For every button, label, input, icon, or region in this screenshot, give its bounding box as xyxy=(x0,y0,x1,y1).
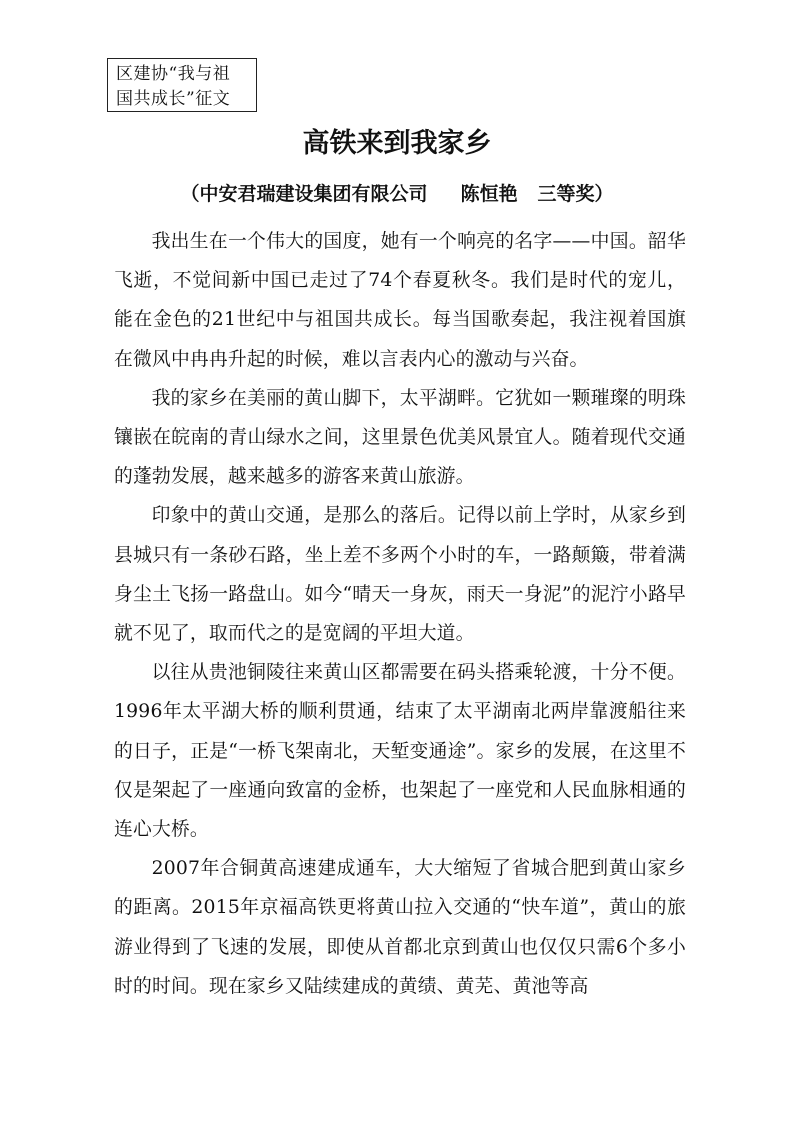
paragraph: 我的家乡在美丽的黄山脚下，太平湖畔。它犹如一颗璀璨的明珠镶嵌在皖南的青山绿水之间，这里景色优美风景宜人。随着现代交通的蓬勃发展，越来越多的游客来黄山旅游。 xyxy=(114,387,686,488)
category-line-1: 区建协“我与祖 xyxy=(116,64,231,84)
paragraph: 2007年合铜黄高速建成通车，大大缩短了省城合肥到黄山家乡的距离。2015年京福高铁更将黄山拉入交通的“快车道”，黄山的旅游业得到了飞速的发展，即使从首都北京到黄山也仅仅只需6个多小时的时间。现在家乡又陆续建成的黄绩、黄芜、黄池等高 xyxy=(114,858,686,997)
essay-category-box xyxy=(107,58,257,112)
paragraph: 印象中的黄山交通，是那么的落后。记得以前上学时，从家乡到县城只有一条砂石路，坐上差不多两个小时的车，一路颠簸，带着满身尘土飞扬一路盘山。如今“晴天一身灰，雨天一身泥”的泥泞小路早就不见了，取而代之的是宽阔的平坦大道。 xyxy=(114,505,686,645)
author-byline: （中安君瑞建设集团有限公司 陈恒艳 三等奖） xyxy=(180,183,614,205)
paragraph: 我出生在一个伟大的国度，她有一个响亮的名字——中国。韶华飞逝，不觉间新中国已走过了74个春夏秋冬。我们是时代的宠儿，能在金色的21世纪中与祖国共成长。每当国歌奏起，我注视着国旗在微风中冉冉升起的时候，难以言表内心的激动与兴奋。 xyxy=(114,231,686,370)
category-line-2: 国共成长”征文 xyxy=(116,89,231,109)
paragraph: 以往从贵池铜陵往来黄山区都需要在码头搭乘轮渡，十分不便。1996年太平湖大桥的顺利贯通，结束了太平湖南北两岸靠渡船往来的日子，正是“一桥飞架南北，天堑变通途”。家乡的发展，在这里不仅是架起了一座通向致富的金桥，也架起了一座党和人民血脉相通的连心大桥。 xyxy=(114,662,686,841)
document-body xyxy=(114,222,686,1006)
document-title: 高铁来到我家乡 xyxy=(302,128,492,159)
